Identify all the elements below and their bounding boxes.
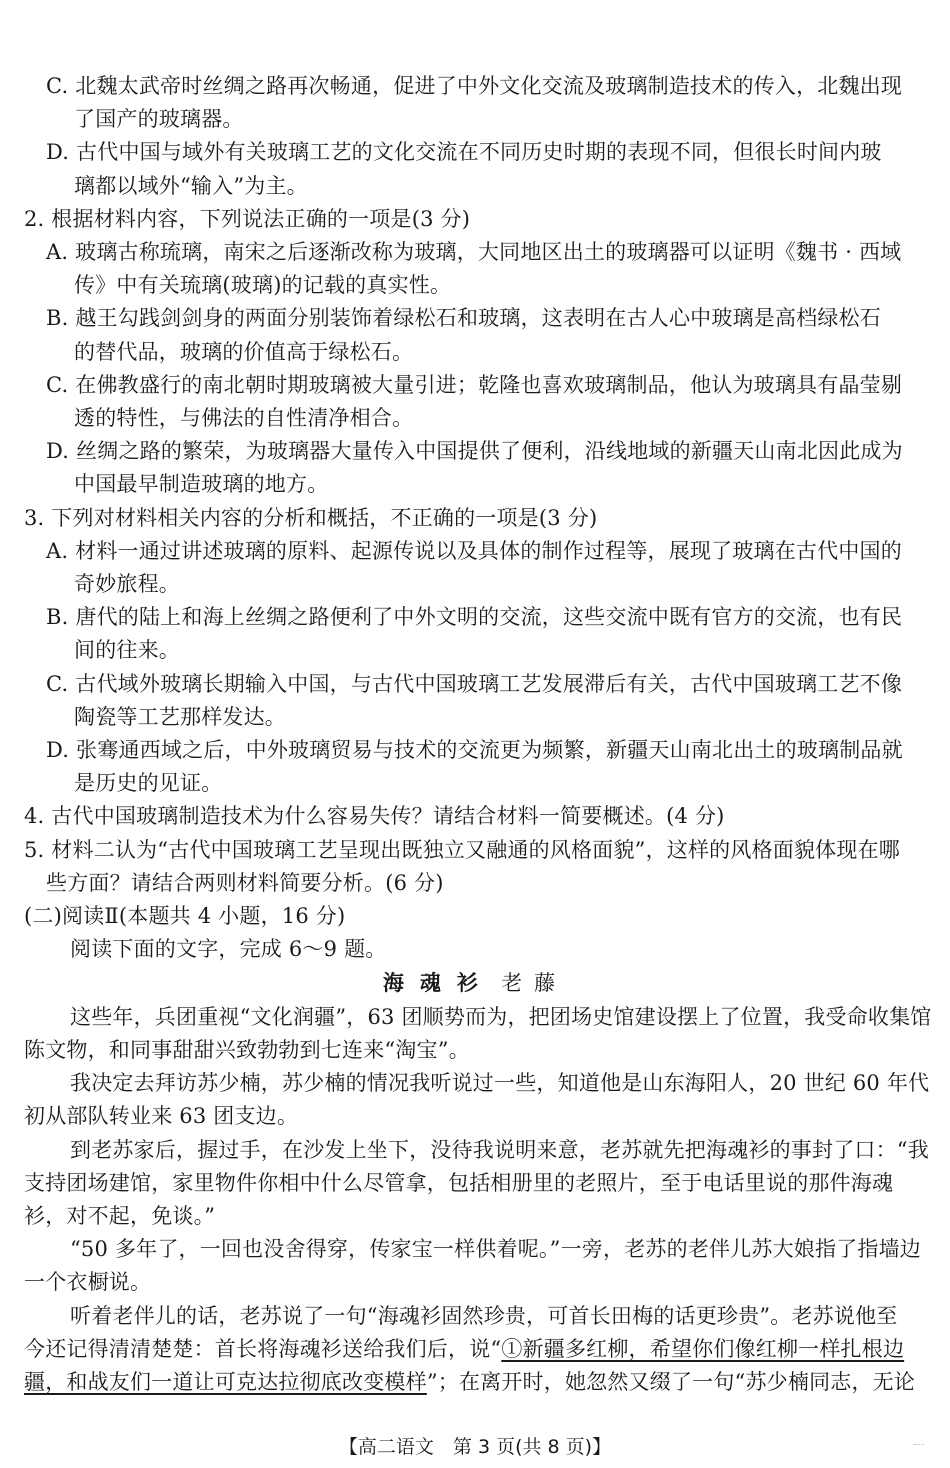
q3-option-d-line1: D. 张骞通西域之后，中外玻璃贸易与技术的交流更为频繁，新疆天山南北出土的玻璃制品就: [46, 738, 903, 763]
q2-option-d-line2: 中国最早制造玻璃的地方。: [74, 472, 329, 497]
q2-option-a-line1: A. 玻璃古称琉璃，南宋之后逐渐改称为玻璃，大同地区出土的玻璃器可以证明《魏书 · 西域: [46, 240, 902, 265]
story-p5-line1: 听着老伴儿的话，老苏说了一句“海魂衫固然珍贵，可首长田梅的话更珍贵”。老苏说他至: [70, 1303, 898, 1328]
q5-stem-line2: 些方面？请结合两则材料简要分析。(6 分): [46, 870, 444, 895]
story-p3-line1: 到老苏家后，握过手，在沙发上坐下，没待我说明来意，老苏就先把海魂衫的事封了口：“我: [70, 1137, 929, 1162]
story-p3-line2: 支持团场建馆，家里物件你相中什么尽管拿，包括相册里的老照片，至于电话里说的那件海魂: [24, 1170, 894, 1195]
corner-mark: [914, 1438, 924, 1445]
story-p5-line3-text: ”；在离开时，她忽然又缀了一句“苏少楠同志，无论: [426, 1369, 916, 1394]
q4-stem: 4. 古代中国玻璃制造技术为什么容易失传？请结合材料一简要概述。(4 分): [24, 804, 725, 829]
story-p3-line3: 衫，对不起，免谈。”: [24, 1203, 216, 1228]
underlined-sentence-1b: 疆，和战友们一道让可克达拉彻底改变模样: [24, 1369, 427, 1394]
q1-option-d-line1: D. 古代中国与域外有关玻璃工艺的文化交流在不同历史时期的表现不同，但很长时间内玻: [46, 140, 882, 165]
q2-option-c-line2: 透的特性，与佛法的自性清净相合。: [74, 406, 414, 431]
story-p1-line1: 这些年，兵团重视“文化润疆”，63 团顺势而为，把团场史馆建设摆上了位置，我受命收集馆: [70, 1004, 932, 1029]
section2-instruction: 阅读下面的文字，完成 6～9 题。: [70, 937, 387, 962]
story-p1-line2: 陈文物，和同事甜甜兴致勃勃到七连来“淘宝”。: [24, 1037, 470, 1062]
q2-option-d-line1: D. 丝绸之路的繁荣，为玻璃器大量传入中国提供了便利，沿线地域的新疆天山南北因此成为: [46, 439, 903, 464]
q1-option-c-line2: 了国产的玻璃器。: [74, 107, 244, 132]
q1-option-d-line2: 璃都以域外“输入”为主。: [74, 173, 308, 198]
story-p4-line2: 一个衣橱说。: [24, 1270, 152, 1295]
story-p5-line2-text: 今还记得清清楚楚：首长将海魂衫送给我们后，说“: [24, 1336, 502, 1361]
page-footer: 【高二语文 第 3 页(共 8 页)】: [338, 1436, 612, 1458]
q3-option-a-line2: 奇妙旅程。: [74, 572, 180, 597]
story-p2-line1: 我决定去拜访苏少楠，苏少楠的情况我听说过一些，知道他是山东海阳人，20 世纪 60 年代: [70, 1071, 930, 1096]
q3-option-b-line2: 间的往来。: [74, 638, 180, 663]
story-title-line: [24, 966, 926, 1000]
q2-option-b-line1: B. 越王勾践剑剑身的两面分别装饰着绿松石和玻璃，这表明在古人心中玻璃是高档绿松石: [46, 306, 881, 331]
story-p2-line2: 初从部队转业来 63 团支边。: [24, 1104, 299, 1129]
q3-option-c-line1: C. 古代域外玻璃长期输入中国，与古代中国玻璃工艺发展滞后有关，古代中国玻璃工艺不像: [46, 671, 903, 696]
underlined-sentence-1a: ①新疆多红柳，希望你们像红柳一样扎根边: [501, 1336, 905, 1361]
story-p5-line3: [24, 1366, 926, 1399]
section2-heading: (二)阅读Ⅱ(本题共 4 小题，16 分): [24, 904, 346, 929]
q3-option-d-line2: 是历史的见证。: [74, 771, 223, 796]
q5-stem-line1: 5. 材料二认为“古代中国玻璃工艺呈现出既独立又融通的风格面貌”，这样的风格面貌体现在哪: [24, 837, 900, 862]
q2-option-a-line2: 传》中有关琉璃(玻璃)的记载的真实性。: [74, 273, 452, 298]
q2-option-c-line1: C. 在佛教盛行的南北朝时期玻璃被大量引进；乾隆也喜欢玻璃制品，他认为玻璃具有晶莹剔: [46, 372, 903, 397]
q2-stem: 2. 根据材料内容，下列说法正确的一项是(3 分): [24, 206, 471, 231]
story-author: 老藤: [501, 971, 568, 996]
q3-option-b-line1: B. 唐代的陆上和海上丝绸之路便利了中外文明的交流，这些交流中既有官方的交流，也有民: [46, 605, 903, 630]
q3-option-c-line2: 陶瓷等工艺那样发达。: [74, 704, 286, 729]
story-p4-line1: “50 多年了，一回也没舍得穿，传家宝一样供着呢。”一旁，老苏的老伴儿苏大娘指了指墙边: [70, 1237, 921, 1262]
q2-option-b-line2: 的替代品，玻璃的价值高于绿松石。: [74, 339, 414, 364]
story-p5-line2: [24, 1333, 926, 1366]
q3-stem: 3. 下列对材料相关内容的分析和概括，不正确的一项是(3 分): [24, 505, 598, 530]
q3-option-a-line1: A. 材料一通过讲述玻璃的原料、起源传说以及具体的制作过程等，展现了玻璃在古代中国的: [46, 538, 902, 563]
story-title: 海魂衫: [382, 970, 494, 996]
q1-option-c-line1: C. 北魏太武帝时丝绸之路再次畅通，促进了中外文化交流及玻璃制造技术的传入，北魏出现: [46, 74, 903, 98]
